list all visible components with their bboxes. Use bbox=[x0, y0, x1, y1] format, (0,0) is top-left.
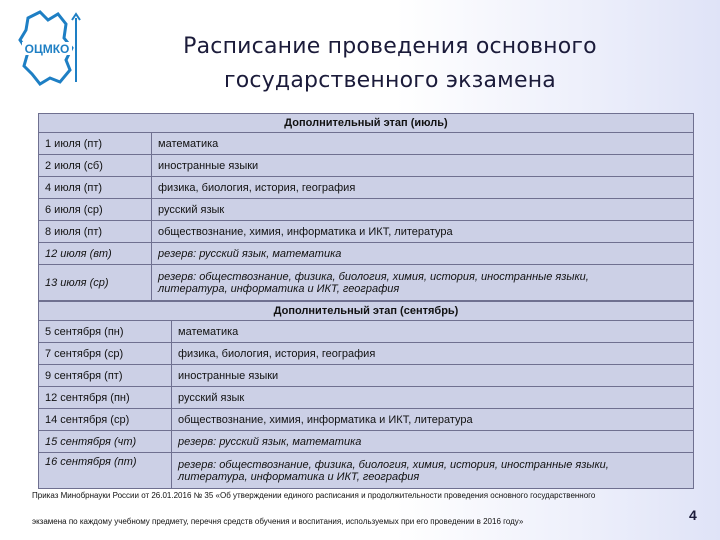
exam-subject bbox=[152, 265, 694, 301]
subject-line-1: резерв: обществознание, физика, биология, химия, история, иностранные языки, bbox=[158, 270, 589, 283]
exam-subject bbox=[172, 453, 694, 489]
exam-subject: резерв: русский язык, математика bbox=[152, 243, 694, 265]
exam-subject: обществознание, химия, информатика и ИКТ, литература bbox=[152, 221, 694, 243]
logo-text: ОЦМКО bbox=[24, 42, 70, 56]
exam-date: 5 сентября (пн) bbox=[39, 321, 172, 343]
exam-date: 9 сентября (пт) bbox=[39, 365, 172, 387]
table-row bbox=[39, 431, 694, 453]
section-header-july: Дополнительный этап (июль) bbox=[39, 114, 694, 133]
title-line-1: Расписание проведения основного bbox=[183, 34, 597, 59]
table-row bbox=[39, 387, 694, 409]
subject-line-2: литература, информатика и ИКТ, география bbox=[158, 282, 400, 295]
table-row bbox=[39, 343, 694, 365]
exam-subject: русский язык bbox=[152, 199, 694, 221]
table-row bbox=[39, 365, 694, 387]
table-row bbox=[39, 177, 694, 199]
table-row bbox=[39, 221, 694, 243]
exam-subject: иностранные языки bbox=[172, 365, 694, 387]
exam-subject: физика, биология, история, география bbox=[152, 177, 694, 199]
exam-date: 8 июля (пт) bbox=[39, 221, 152, 243]
exam-date: 16 сентября (пт) bbox=[39, 453, 172, 489]
exam-date: 7 сентября (ср) bbox=[39, 343, 172, 365]
exam-subject: обществознание, химия, информатика и ИКТ, литература bbox=[172, 409, 694, 431]
exam-date: 4 июля (пт) bbox=[39, 177, 152, 199]
ocmko-logo bbox=[14, 8, 84, 88]
exam-subject: резерв: русский язык, математика bbox=[172, 431, 694, 453]
footer-line-1: Приказ Минобрнауки России от 26.01.2016 № 35 «Об утверждении единого расписания и продолжительности проведения основного государственного bbox=[32, 491, 596, 500]
schedule-table-september bbox=[38, 301, 694, 489]
table-row bbox=[39, 199, 694, 221]
exam-subject: физика, биология, история, география bbox=[172, 343, 694, 365]
table-row bbox=[39, 133, 694, 155]
exam-subject: иностранные языки bbox=[152, 155, 694, 177]
section-header-september: Дополнительный этап (сентябрь) bbox=[39, 302, 694, 321]
exam-date: 15 сентября (чт) bbox=[39, 431, 172, 453]
exam-date: 2 июля (сб) bbox=[39, 155, 152, 177]
subject-line-2: литература, информатика и ИКТ, география bbox=[178, 470, 420, 483]
title-line-2: государственного экзамена bbox=[224, 68, 556, 93]
exam-date: 1 июля (пт) bbox=[39, 133, 152, 155]
page-number: 4 bbox=[689, 507, 697, 523]
footer-line-2: экзамена по каждому учебному предмету, перечня средств обучения и воспитания, используемых при его проведении в 2016 году» bbox=[32, 517, 524, 526]
exam-date: 6 июля (ср) bbox=[39, 199, 152, 221]
exam-date: 13 июля (ср) bbox=[39, 265, 152, 301]
exam-date: 12 июля (вт) bbox=[39, 243, 152, 265]
exam-subject: математика bbox=[172, 321, 694, 343]
exam-subject: русский язык bbox=[172, 387, 694, 409]
table-row bbox=[39, 155, 694, 177]
footer-note bbox=[32, 489, 682, 529]
exam-date: 12 сентября (пн) bbox=[39, 387, 172, 409]
exam-subject: математика bbox=[152, 133, 694, 155]
table-row bbox=[39, 265, 694, 301]
table-row bbox=[39, 243, 694, 265]
schedule-table-july bbox=[38, 113, 694, 301]
page-title bbox=[150, 30, 630, 98]
subject-line-1: резерв: обществознание, физика, биология, химия, история, иностранные языки, bbox=[178, 458, 609, 471]
table-row bbox=[39, 409, 694, 431]
table-row bbox=[39, 453, 694, 489]
exam-date: 14 сентября (ср) bbox=[39, 409, 172, 431]
table-row bbox=[39, 321, 694, 343]
